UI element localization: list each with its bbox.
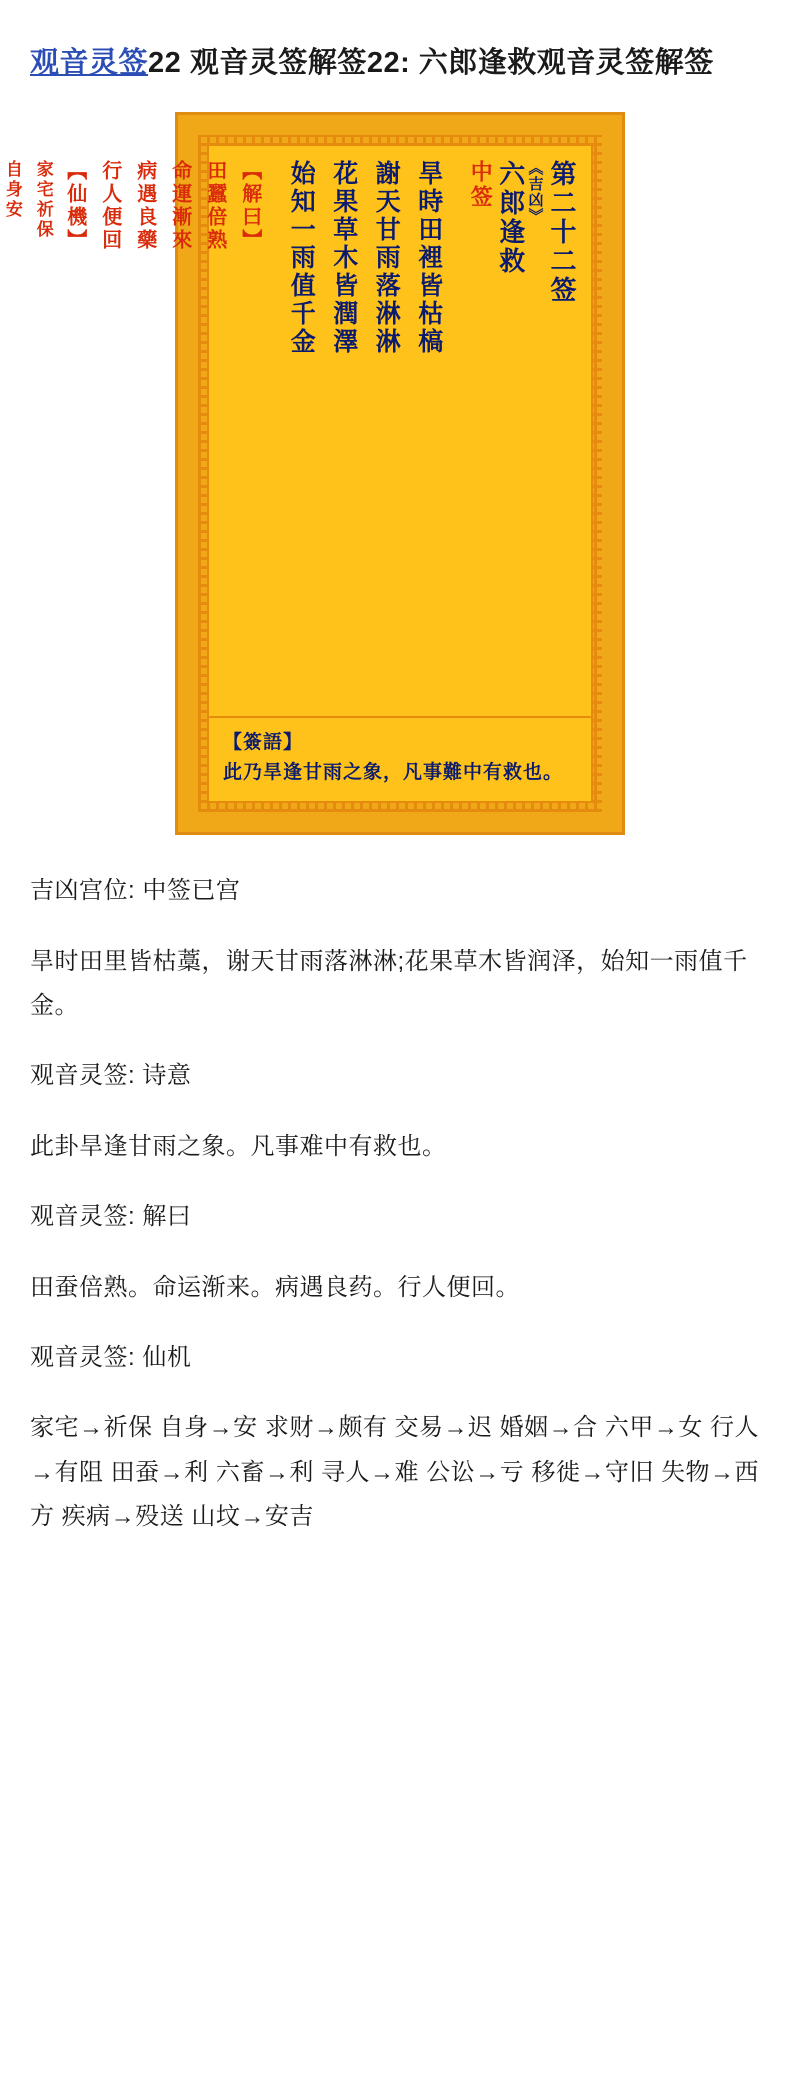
talisman-image-wrap bbox=[1, 112, 770, 835]
jieyue-header: 【解曰】 bbox=[238, 160, 263, 253]
section-heading-jieyue: 观音灵签: 解曰 bbox=[30, 1203, 192, 1231]
section-heading-xianji: 观音灵签: 仙机 bbox=[30, 1344, 192, 1371]
xianji-item-2: 自身安 bbox=[1, 160, 22, 221]
poem-line-1: 旱時田裡皆枯槁 bbox=[414, 160, 444, 357]
talisman-header-column bbox=[466, 160, 577, 706]
jieyue-item-1: 田蠶倍熟 bbox=[203, 160, 228, 253]
talisman-body bbox=[1, 144, 593, 803]
section-text-xianji: 家宅→祈保 自身→安 求财→颇有 交易→迟 婚姻→合 六甲→女 行人→有阻 田蚕→利 六畜→利 寻人→难 公讼→亏 移徙→守旧 失物→西方 疾病→殁送 山坟→安吉 bbox=[30, 1414, 760, 1531]
section-heading-jixiong: 吉凶宫位: 中签已宫 bbox=[30, 877, 241, 905]
poem-line-4: 始知一雨值千金 bbox=[287, 160, 317, 357]
xianji-header: 【仙機】 bbox=[63, 160, 88, 253]
title-rest: 22 观音灵签解签22: 六郎逢救观音灵签解签 bbox=[148, 47, 714, 79]
talisman-poem-area bbox=[1, 146, 591, 716]
title-link[interactable]: 观音灵签 bbox=[30, 47, 149, 79]
section-text-jieyue: 田蚕倍熟。命运渐来。病遇良药。行人便回。 bbox=[30, 1273, 520, 1301]
talisman-number: 第二十二签 bbox=[546, 160, 576, 306]
page-title bbox=[30, 40, 770, 86]
talisman-grade: 《吉凶》 bbox=[526, 160, 545, 225]
section-text-shiyi: 此卦旱逢甘雨之象。凡事难中有救也。 bbox=[30, 1132, 447, 1160]
talisman-qianyu bbox=[209, 716, 591, 801]
fret-border bbox=[1, 135, 602, 812]
xianji-item-1: 家宅祈保 bbox=[32, 160, 53, 241]
qianyu-text: 此乃旱逢甘雨之象，凡事難中有救也。 bbox=[223, 760, 564, 783]
talisman-rank: 中签 bbox=[467, 160, 493, 211]
jieyue-item-4: 行人便回 bbox=[98, 160, 123, 253]
section-text-poem: 旱时田里皆枯藁，谢天甘雨落淋淋;花果草木皆润泽，始知一雨值千金。 bbox=[30, 947, 748, 1020]
talisman-card bbox=[1, 112, 625, 835]
qianyu-header: 【簽語】 bbox=[223, 731, 304, 754]
poem-line-2: 謝天甘雨落淋淋 bbox=[372, 160, 402, 357]
jieyue-item-3: 病遇良藥 bbox=[133, 160, 158, 253]
talisman-name: 六郎逢救 bbox=[494, 160, 525, 277]
jieyue-item-2: 命運漸來 bbox=[168, 160, 193, 253]
poem-line-3: 花果草木皆潤澤 bbox=[329, 160, 359, 357]
talisman-card-inner bbox=[1, 126, 611, 821]
section-heading-shiyi: 观音灵签: 诗意 bbox=[30, 1062, 192, 1090]
